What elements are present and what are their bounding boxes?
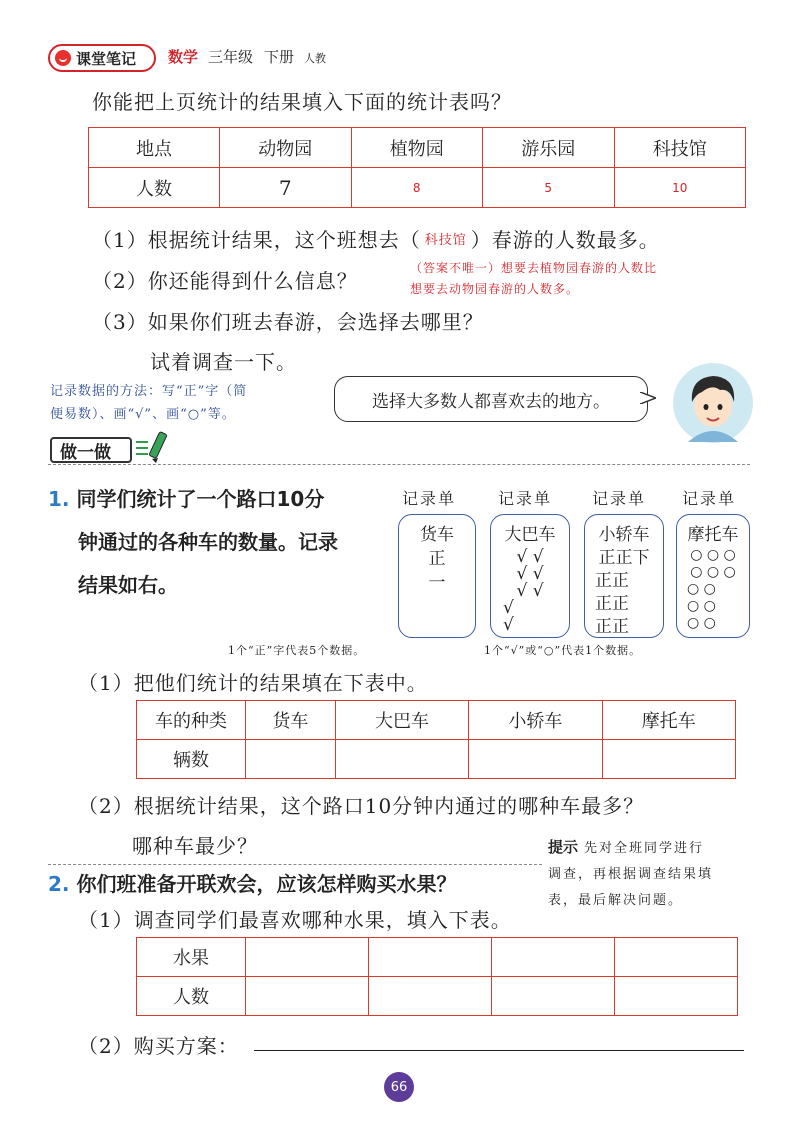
problem-2-text: 你们班准备开联欢会，应该怎样购买水果？ [76,872,457,896]
record-mark: 正正 [595,594,629,614]
record-mark: 正 [428,549,446,569]
table-header-cell: 大巴车 [335,701,468,740]
table-cell-answer: 10 [614,168,746,208]
section-label: 做一做 [60,442,111,463]
problem-1-text [48,478,338,607]
fruit-table [136,937,738,1016]
series-title: 课堂笔记 [76,49,137,68]
record-card-bus [490,514,570,638]
table-header-cell: 科技馆 [614,128,746,168]
trip-table [88,127,746,208]
record-mark: √ √ [516,581,544,601]
table-cell-blank[interactable] [492,977,615,1016]
subject-label: 数学 [168,48,199,66]
volume-label: 下册 [264,48,295,66]
record-title: 记录单 [682,489,737,508]
problem-1-line3: 结果如右。 [78,573,178,597]
page-number-text: 66 [390,1079,408,1095]
record-mark: ○ ○ [687,598,716,614]
record-mark: ○ ○ ○ [690,564,736,580]
vehicle-table [136,700,736,779]
record-title: 记录单 [592,489,647,508]
record-title: 记录单 [402,489,457,508]
table-cell-answer: 5 [483,168,615,208]
section-label-box [50,437,132,463]
section-divider [48,464,750,465]
table-header-cell: 摩托车 [602,701,735,740]
intro-question: 你能把上页统计的结果填入下面的统计表吗？ [92,90,512,114]
hint-box [548,834,713,914]
record-mark: √ [503,615,514,635]
hint-line2: 调查，再根据调查结果填 [548,867,714,882]
table-cell-blank[interactable] [335,740,468,779]
table-row-label: 水果 [137,938,246,977]
problem-1-line2: 钟通过的各种车的数量。记录 [78,530,338,554]
record-mark: ○ ○ [687,615,716,631]
edition-label: 人教 [304,52,326,65]
record-mark: ○ ○ ○ [690,547,736,563]
table-header-cell: 货车 [246,701,336,740]
problem-2-sub2: （2）购买方案： [78,1034,239,1058]
question-1-prefix: （1）根据统计结果，这个班想去（ [92,228,421,252]
table-cell-blank[interactable] [246,938,369,977]
table-header-cell: 小轿车 [469,701,602,740]
question-3: （3）如果你们班去春游，会选择去哪里？ [92,310,484,334]
table-cell-blank[interactable] [246,977,369,1016]
problem-1-sub2-line1: （2）根据统计结果，这个路口10分钟内通过的哪种车最多？ [78,794,645,818]
problem-2-title [48,864,456,904]
record-mark: 正正 [595,571,629,591]
record-label: 摩托车 [687,525,739,545]
problem-2-number: 2. [48,872,70,896]
speech-bubble [334,376,648,422]
question-1-answer: 科技馆 [424,233,467,248]
table-header-cell: 地点 [89,128,220,168]
record-label: 大巴车 [504,525,556,545]
hint-line3: 表，最后解决问题。 [548,893,684,908]
record-card-car [584,514,664,638]
page-number [384,1072,414,1102]
question-2-answer-line1: （答案不唯一）想要去植物园春游的人数比 [410,261,658,275]
problem-2-sub1: （1）调查同学们最喜欢哪种水果，填入下表。 [78,908,512,932]
table-cell-blank[interactable] [615,977,738,1016]
series-badge [48,44,156,72]
question-2: （2）你还能得到什么信息？ [92,269,358,293]
table-header-cell: 动物园 [220,128,352,168]
record-mark: 正正下 [598,548,650,568]
record-method-line2: 便易数）、画“√”、画“○”等。 [50,407,236,422]
problem-1-number: 1. [48,487,70,511]
record-method-note [50,380,247,426]
table-cell-blank[interactable] [492,938,615,977]
speech-bubble-text: 选择大多数人都喜欢去的地方。 [372,391,610,412]
record-mark: ○ ○ [687,581,716,597]
note-zheng: 1个“正”字代表5个数据。 [228,644,366,657]
record-mark: 正正 [595,617,629,637]
hint-title: 提示 [548,838,579,856]
record-mark: √ √ [516,547,544,567]
table-row-label: 人数 [137,977,246,1016]
note-check: 1个“√”或“○”代表1个数据。 [484,644,642,657]
table-cell-blank[interactable] [369,938,492,977]
table-cell-blank[interactable] [246,740,336,779]
record-method-line1: 记录数据的方法：写“正”字（简 [50,384,248,399]
question-3-sub: 试着调查一下。 [150,350,297,374]
table-cell-blank[interactable] [469,740,602,779]
record-mark: 一 [428,573,446,593]
problem-1-line1: 同学们统计了一个路口10分 [76,487,325,511]
hint-line1: 先对全班同学进行 [584,841,705,856]
grade-label: 三年级 [208,48,254,66]
table-cell-blank[interactable] [615,938,738,977]
table-cell-printed: 7 [220,168,352,208]
boy-avatar [672,362,754,444]
table-header-cell: 游乐园 [483,128,615,168]
record-card-motorbike [676,514,750,638]
table-cell-blank[interactable] [369,977,492,1016]
table-cell-blank[interactable] [602,740,735,779]
question-1-suffix: ）春游的人数最多。 [470,228,660,252]
table-header-cell: 植物园 [351,128,483,168]
record-mark: √ √ [516,564,544,584]
pencil-icon [132,428,176,464]
record-label: 货车 [420,525,454,545]
problem-1-sub2-line2: 哪种车最少？ [132,834,258,858]
table-row-label: 辆数 [137,740,246,779]
table-header-cell: 车的种类 [137,701,246,740]
answer-line[interactable] [254,1050,744,1051]
record-title: 记录单 [498,489,553,508]
problem-1-sub1: （1）把他们统计的结果填在下表中。 [78,671,428,695]
record-mark: √ [503,598,514,618]
table-row-label: 人数 [89,168,220,208]
record-label: 小轿车 [598,525,650,545]
smile-icon [55,50,71,66]
question-2-answer-line2: 想要去动物园春游的人数多。 [410,282,580,296]
question-1 [92,224,660,253]
speech-tail-icon [640,392,656,404]
record-card-truck [398,514,476,638]
table-cell-answer: 8 [351,168,483,208]
